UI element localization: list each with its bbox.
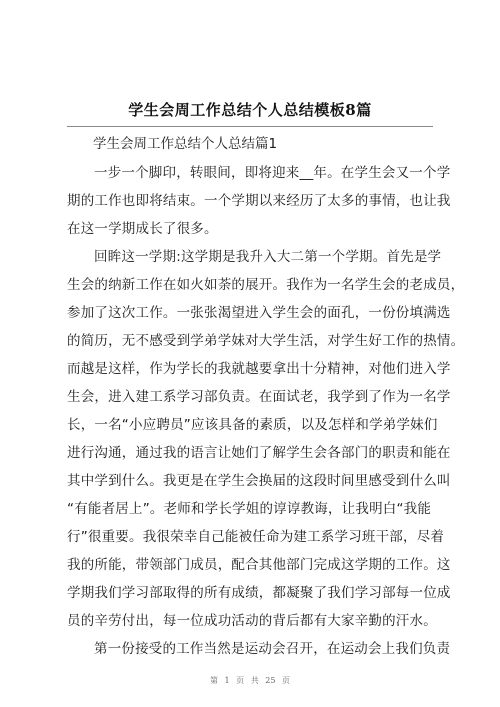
paragraph <box>67 635 451 663</box>
text-line: 的简历，无不感受到学弟学妹对大学生活，对学生好工作的热情。 <box>67 333 465 349</box>
text-line: 长，一名“小应聘员”应该具备的素质，以及怎样和学弟学妹们 <box>67 417 438 433</box>
text-line: 第一份接受的工作当然是运动会召开，在运动会上我们负责 <box>94 641 451 657</box>
document-title: 学生会周工作总结个人总结模板8篇 <box>128 101 372 119</box>
text-line: 在这一学期成长了很多。 <box>67 221 218 237</box>
text-line: 行”很重要。我很荣幸自己能被任命为建工系学习班干部，尽着 <box>67 529 445 545</box>
text-line: 生会，进入建工系学习部负责。在面试老，我学到了作为一名学 <box>67 389 451 405</box>
text-line: 员的辛劳付出，每一位成功活动的背后都有大家辛勤的汗水。 <box>67 613 437 629</box>
text-line: 回眸这一学期:这学期是我升入大二第一个学期。首先是学 <box>94 249 442 265</box>
text-line: 其中学到什么。我更是在学生会换届的这段时间里感受到什么叫 <box>67 473 451 489</box>
page-number-footer: 第 1 页 共 25 页 <box>210 676 290 685</box>
title-divider <box>67 126 433 127</box>
section-heading: 学生会周工作总结个人总结篇1 <box>93 136 278 152</box>
text-line: 生会的纳新工作在如火如荼的展开。我作为一名学生会的老成员， <box>67 277 465 293</box>
paragraph <box>67 159 451 243</box>
document-body <box>67 130 465 663</box>
text-line: 一步一个脚印，转眼间，即将迎来__年。在学生会又一个学 <box>94 165 451 181</box>
text-line: 学期我们学习部取得的所有成绩，都凝聚了我们学习部每一位成 <box>67 585 451 601</box>
text-line: 进行沟通，通过我的语言让她们了解学生会各部门的职责和能在 <box>67 445 451 461</box>
text-line: 参加了这次工作。一张张渴望进入学生会的面孔，一份份填满选 <box>67 305 451 321</box>
text-line: 我的所能，带领部门成员，配合其他部门完成这学期的工作。这 <box>67 557 451 573</box>
paragraph <box>67 243 465 635</box>
text-line: 期的工作也即将结束。一个学期以来经历了太多的事情，也让我 <box>67 193 451 209</box>
text-line: 而越是这样，作为学长的我就越要拿出十分精神，对他们进入学 <box>67 361 451 377</box>
text-line: “有能者居上”。老师和学长学姐的谆谆教诲，让我明白“我能 <box>67 501 432 517</box>
